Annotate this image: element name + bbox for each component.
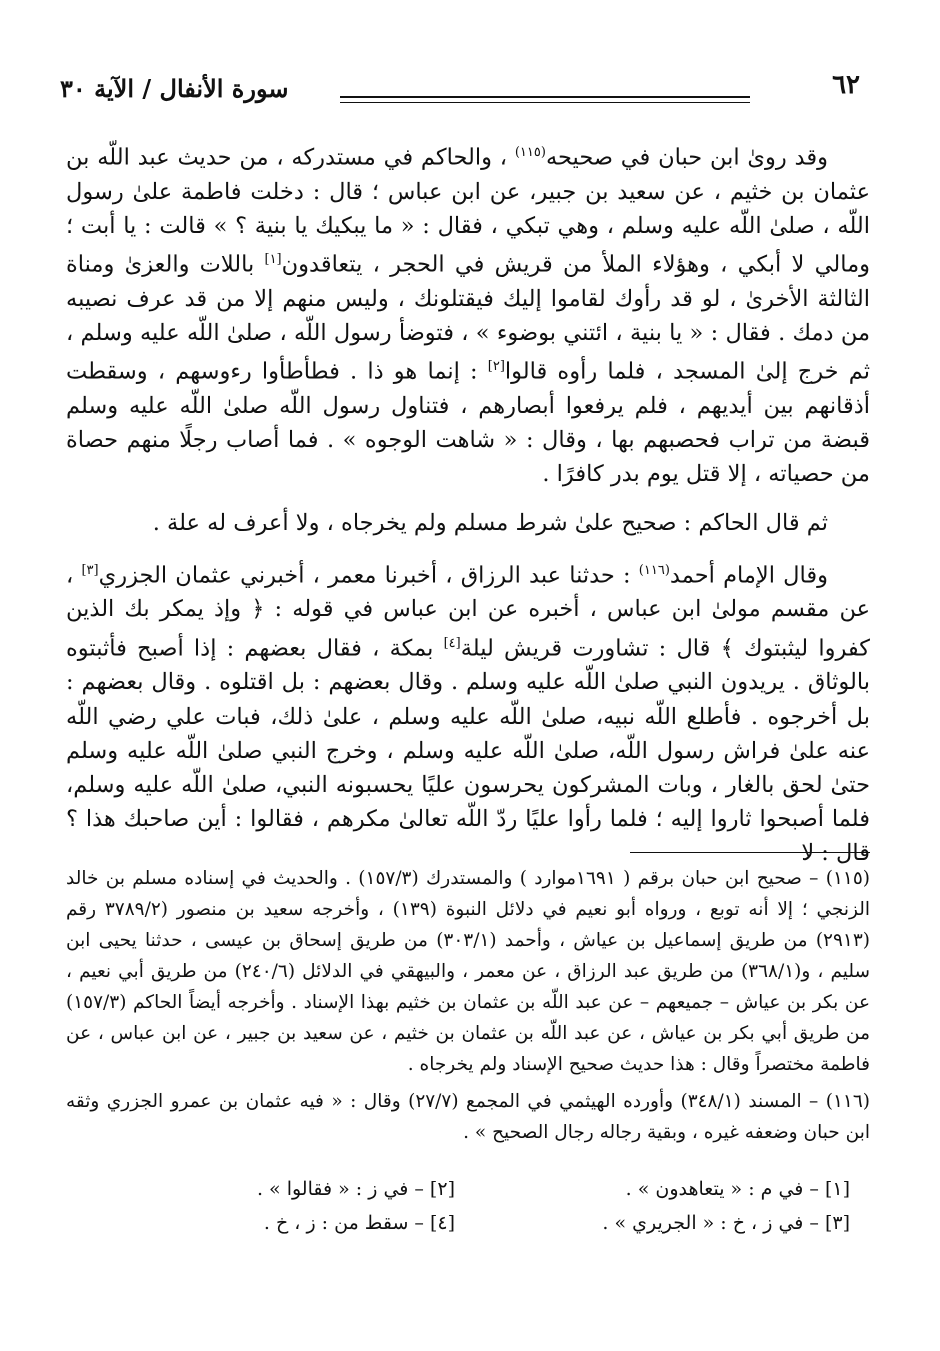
main-text (66, 136, 870, 871)
variant-note-1: [١] – في م : « يتعاهدون » . (625, 1178, 850, 1200)
page-header (60, 70, 880, 110)
page-number: ٦٢ (832, 70, 860, 100)
text-segment: وقال الإمام أحمد (669, 562, 828, 589)
footnote-ref: (١١٥) (514, 145, 546, 160)
variant-note-4: [٤] – سقط من : ز ، خ . (263, 1212, 455, 1234)
footnote-116: (١١٦) – المسند (٣٤٨/١) وأورده الهيثمي في المجمع (٢٧/٧) وقال : « فيه عثمان بن عمرو الجزري وثقه ابن حبان وضعفه غيره ، وبقية رجاله رجال الصحيح » . (66, 1091, 870, 1143)
footnotes (66, 852, 870, 1148)
text-segment: ، والحاكم في مستدركه ، من حديث عبد اللّه بن عثمان بن خثيم ، عن سعيد بن جبير، عن ابن عباس ؛ قال : دخلت فاطمة علىٰ رسول اللّه ، صلىٰ اللّه عليه وسلم ، وهي تبكي ، فقال : « ما يبكيك يا بنية ؟ » قالت : يا أبت ؛ ومالي لا أبكي ، وهؤلاء الملأ من قريش في الحجر ، يتعاقدون (66, 144, 870, 278)
variant-ref: [٣] (81, 562, 99, 578)
variant-note-2: [٢] – في ز : « فقالوا » . (256, 1178, 455, 1200)
paragraph-3 (66, 554, 870, 871)
paragraph-2: ثم قال الحاكم : صحيح علىٰ شرط مسلم ولم يخرجاه ، ولا أعرف له علة . (152, 509, 828, 536)
variant-note-3: [٣] – في ز ، خ : « الجريري » . (602, 1212, 850, 1234)
paragraph-1 (66, 136, 870, 492)
footnote-115: (١١٥) – صحيح ابن حبان برقم ( ١٦٩١موارد ) والمستدرك (١٥٧/٣) . والحديث في إسناده مسلم بن خالد الزنجي ؛ إلا أنه توبع ، ورواه أبو نعيم في دلائل النبوة (١٣٩) ، وأخرجه سعيد بن منصور (٣٧٨٩/٢ رقم (٢٩١٣) من طريق إسماعيل بن عياش ، وأحمد (٣٠٣/١) من طريق إسحاق بن عيسى ، حدثنا يحيى ابن سليم ، و(٣٦٨/١) من طريق عبد الرزاق ، عن معمر ، والبيهقي في الدلائل (٢٤٠/٦) من طريق أبي نعيم ، عن بكر بن عياش – جميعهم – عن عبد اللّه بن عثمان بن خثيم بهذا الإسناد . وأخرجه أيضاً الحاكم (١٥٧/٣) من طريق أبي بكر بن عياش ، عن عبد اللّه بن عثمان بن خثيم ، عن سعيد بن جبير ، عن ابن عباس ، عن فاطمة مختصراً وقال : هذا حديث صحيح الإسناد ولم يخرجاه . (66, 868, 871, 1075)
footnote-rule (630, 852, 870, 853)
text-segment: بمكة ، فقال بعضهم : إذا أصبح فأثبتوه بالوثاق . يريدون النبي صلىٰ اللّه عليه وسلم . وقال بعضهم : بل اقتلوه . وقال بعضهم : بل أخرجوه . فأطلع اللّه نبيه، صلىٰ اللّه عليه وسلم ، علىٰ ذلك، فبات علي رضي اللّه عنه علىٰ فراش رسول اللّه، صلىٰ اللّه عليه وسلم ، وخرج النبي صلىٰ اللّه عليه وسلم حتىٰ لحق بالغار ، وبات المشركون يحرسون عليًا يحسبونه النبي، صلىٰ اللّه عليه وسلم، فلما أصبحوا ثاروا إليه ؛ فلما رأوا عليًا ردّ اللّه تعالىٰ مكرهم ، فقالوا : أين صاحبك هذا ؟ قال : لا (66, 635, 870, 867)
variant-ref: [٢] (487, 359, 505, 375)
variant-ref: [١] (264, 252, 282, 268)
text-segment: ، عن مقسم مولىٰ ابن عباس ، أخبره عن ابن عباس في قوله : ﴿ وإذ يمكر بك الذين كفروا ليثبتوك ﴾ قال : تشاورت قريش ليلة (66, 562, 870, 662)
variant-ref: [٤] (443, 635, 461, 651)
footnote-ref: (١١٦) (638, 562, 670, 578)
header-rule (340, 96, 750, 103)
text-segment: باللات والعزىٰ ومناة الثالثة الأخرىٰ ، لو قد رأوك لقاموا إليك فيقتلونك ، وليس منهم إلا من قد عرف نصيبه من دمك . فقال : « يا بنية ، ائتني بوضوء » ، فتوضأ رسول اللّه ، صلىٰ اللّه عليه وسلم ، ثم خرج إلىٰ المسجد ، فلما رأوه قالوا (66, 251, 870, 385)
text-segment: وقد روىٰ ابن حبان في صحيحه (545, 144, 828, 171)
text-segment: : إنما هو ذا . فطأطأوا رءوسهم ، وسقطت أذقانهم بين أيديهم ، فلم يرفعوا أبصارهم ، فتناول رسول اللّه صلىٰ اللّه عليه وسلم قبضة من تراب فحصبهم بها ، وقال : « شاهت الوجوه » . فما أصاب رجلًا منهم حصاة من حصياته ، إلا قتل يوم بدر كافرًا . (66, 358, 870, 488)
variant-notes (90, 1172, 850, 1240)
running-title: سورة الأنفال / الآية ٣٠ (60, 74, 289, 103)
text-segment: : حدثنا عبد الرزاق ، أخبرنا معمر ، أخبرني عثمان الجزري (98, 562, 639, 589)
